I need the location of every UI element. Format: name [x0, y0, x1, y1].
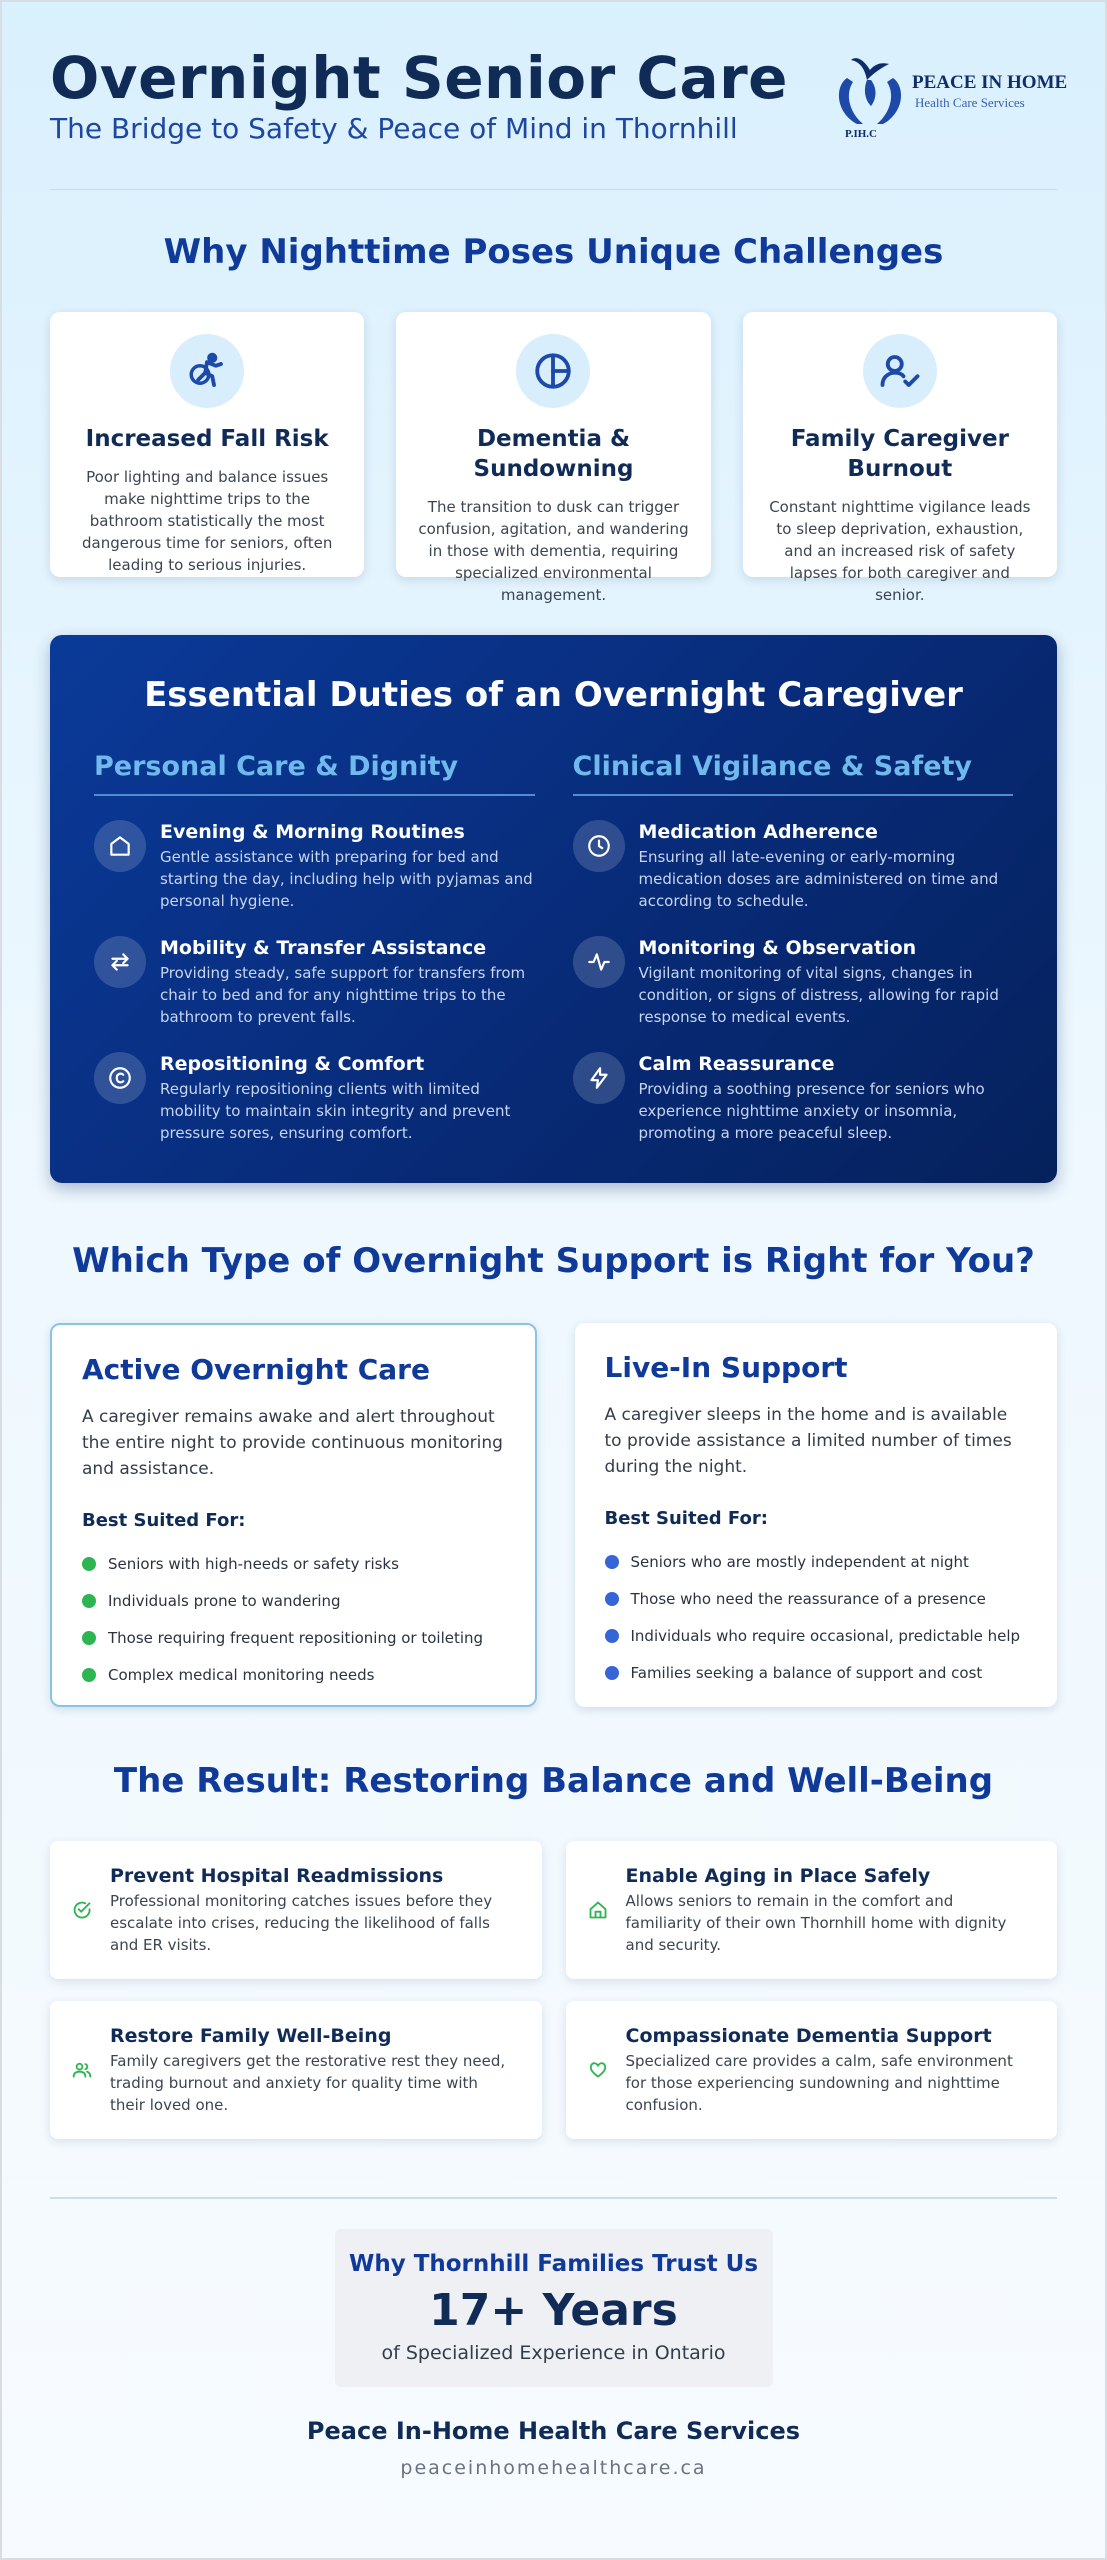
list-item-text: Those who need the reassurance of a presence	[630, 1589, 986, 1608]
challenge-text: Constant nighttime vigilance leads to sleep deprivation, exhaustion, and an increased risk of safety lapses for both caregiver and senior.	[769, 498, 1031, 604]
duty-item	[94, 820, 535, 912]
challenge-title: Dementia & Sundowning	[473, 426, 634, 482]
challenge-card	[743, 312, 1057, 604]
list-item	[605, 1617, 1028, 1654]
duties-column-clinical	[573, 751, 1014, 1144]
list-item-text: Individuals who require occasional, predictable help	[630, 1626, 1021, 1645]
duty-title: Medication Adherence	[638, 821, 878, 843]
challenge-text: Poor lighting and balance issues make nighttime trips to the bathroom statistically the most dangerous time for seniors, often leading to serious injuries.	[81, 468, 333, 574]
result-text: Family caregivers get the restorative rest they need, trading burnout and anxiety for quality time with their loved one.	[110, 2052, 506, 2114]
challenges-title: Why Nighttime Poses Unique Challenges	[163, 232, 944, 272]
duties-column-personal-care	[94, 751, 535, 1144]
company-logo	[827, 50, 1068, 150]
duties-column-title: Personal Care & Dignity	[94, 751, 535, 796]
support-card-title: Active Overnight Care	[82, 1353, 430, 1386]
bullet-dot-icon	[82, 1668, 96, 1682]
bullet-dot-icon	[82, 1557, 96, 1571]
bullet-dot-icon	[82, 1594, 96, 1608]
duty-item	[573, 820, 1014, 912]
logo-initials: P.IH.C	[845, 128, 877, 140]
bullet-dot-icon	[605, 1592, 619, 1606]
list-item	[82, 1582, 505, 1619]
footer-divider	[50, 2197, 1057, 2199]
list-item	[605, 1543, 1028, 1580]
duty-item	[573, 1052, 1014, 1144]
list-item	[82, 1656, 505, 1693]
duty-title: Calm Reassurance	[638, 1053, 835, 1075]
challenge-title: Family Caregiver Burnout	[790, 426, 1009, 482]
duty-title: Repositioning & Comfort	[160, 1053, 425, 1075]
duties-column-title: Clinical Vigilance & Safety	[573, 751, 1014, 796]
best-suited-label: Best Suited For:	[604, 1508, 768, 1529]
list-item	[605, 1654, 1028, 1691]
support-card-active-overnight	[50, 1323, 537, 1707]
support-options	[50, 1323, 1057, 1707]
home-icon	[94, 820, 146, 872]
page-title: Overnight Senior Care	[50, 44, 789, 112]
list-item	[82, 1619, 505, 1656]
check-circle-icon	[70, 1898, 94, 1922]
duties-columns	[94, 751, 1013, 1144]
brain-chart-icon	[516, 334, 590, 408]
users-icon	[70, 2058, 94, 2082]
transfer-arrows-icon	[94, 936, 146, 988]
dove-hands-logo-icon	[827, 50, 913, 130]
results-grid	[50, 1841, 1057, 2139]
support-card-title: Live-In Support	[604, 1351, 848, 1384]
result-card	[50, 2001, 542, 2139]
trust-heading: Why Thornhill Families Trust Us	[348, 2251, 759, 2277]
challenge-text: The transition to dusk can trigger confusion, agitation, and wandering in those with dementia, requiring specialized environmental management.	[418, 498, 689, 604]
heart-icon	[586, 2058, 610, 2082]
result-card	[50, 1841, 542, 1979]
challenge-card	[50, 312, 364, 577]
result-title: Prevent Hospital Readmissions	[110, 1865, 444, 1887]
duties-panel	[50, 635, 1057, 1183]
pulse-icon	[573, 936, 625, 988]
website-link[interactable]: peaceinhomehealthcare.ca	[400, 2457, 707, 2479]
result-text: Allows seniors to remain in the comfort and familiarity of their own Thornhill home with dignity and security.	[625, 1892, 1007, 1954]
best-suited-list	[605, 1543, 1028, 1691]
duty-title: Monitoring & Observation	[638, 937, 917, 959]
duty-text: Gentle assistance with preparing for bed and starting the day, including help with pyjamas and personal hygiene.	[160, 848, 533, 910]
result-title: Restore Family Well-Being	[110, 2025, 392, 2047]
duty-item	[573, 936, 1014, 1028]
best-suited-label: Best Suited For:	[82, 1510, 246, 1531]
clock-icon	[573, 820, 625, 872]
list-item	[605, 1580, 1028, 1617]
lightning-icon	[573, 1052, 625, 1104]
trust-caption: of Specialized Experience in Ontario	[381, 2342, 726, 2364]
trust-box	[335, 2229, 773, 2387]
support-card-text: A caregiver remains awake and alert throughout the entire night to provide continuous monitoring and assistance.	[82, 1407, 503, 1479]
duty-text: Providing a soothing presence for seniors who experience nighttime anxiety or insomnia, promoting a more peaceful sleep.	[638, 1080, 985, 1142]
list-item-text: Complex medical monitoring needs	[108, 1665, 375, 1684]
result-card	[566, 1841, 1058, 1979]
duties-title: Essential Duties of an Overnight Caregiver	[144, 675, 963, 715]
list-item-text: Families seeking a balance of support and cost	[630, 1663, 983, 1682]
page-subtitle: The Bridge to Safety & Peace of Mind in Thornhill	[50, 112, 738, 145]
duty-text: Providing steady, safe support for transfers from chair to bed and for any nighttime trips to the bathroom to prevent falls.	[160, 964, 526, 1026]
company-name: Peace In-Home Health Care Services	[306, 2417, 801, 2445]
challenges-cards	[50, 312, 1057, 604]
duty-title: Mobility & Transfer Assistance	[160, 937, 487, 959]
result-title: Compassionate Dementia Support	[625, 2025, 992, 2047]
duty-item	[94, 1052, 535, 1144]
list-item	[82, 1545, 505, 1582]
duty-text: Regularly repositioning clients with limited mobility to maintain skin integrity and prevent pressure sores, ensuring comfort.	[160, 1080, 511, 1142]
bullet-dot-icon	[605, 1555, 619, 1569]
duty-title: Evening & Morning Routines	[160, 821, 465, 843]
support-card-text: A caregiver sleeps in the home and is available to provide assistance a limited number of times during the night.	[604, 1405, 1012, 1477]
support-title: Which Type of Overnight Support is Right for You?	[72, 1241, 1035, 1281]
logo-tagline: Health Care Services	[915, 95, 1025, 110]
challenge-card	[396, 312, 710, 604]
duty-item	[94, 936, 535, 1028]
duty-text: Ensuring all late-evening or early-morning medication doses are administered on time and according to schedule.	[638, 848, 999, 910]
home-icon	[586, 1898, 610, 1922]
best-suited-list	[82, 1545, 505, 1693]
header	[50, 2, 1068, 190]
result-title: Enable Aging in Place Safely	[625, 1865, 931, 1887]
list-item-text: Individuals prone to wandering	[108, 1591, 341, 1610]
user-check-icon	[863, 334, 937, 408]
result-card	[566, 2001, 1058, 2139]
result-text: Specialized care provides a calm, safe environment for those experiencing sundowning and nighttime confusion.	[625, 2052, 1013, 2114]
duty-text: Vigilant monitoring of vital signs, changes in condition, or signs of distress, allowing for rapid response to medical events.	[638, 964, 999, 1026]
result-text: Professional monitoring catches issues before they escalate into crises, reducing the likelihood of falls and ER visits.	[110, 1892, 493, 1954]
challenge-title: Increased Fall Risk	[85, 426, 329, 452]
bullet-dot-icon	[605, 1666, 619, 1680]
results-title: The Result: Restoring Balance and Well-Being	[113, 1761, 994, 1801]
list-item-text: Seniors with high-needs or safety risks	[108, 1554, 399, 1573]
list-item-text: Seniors who are mostly independent at night	[630, 1552, 969, 1571]
support-card-live-in	[575, 1323, 1058, 1707]
fall-risk-icon	[170, 334, 244, 408]
trust-value: 17+ Years	[429, 2285, 678, 2336]
bullet-dot-icon	[82, 1631, 96, 1645]
bullet-dot-icon	[605, 1629, 619, 1643]
reposition-icon	[94, 1052, 146, 1104]
list-item-text: Those requiring frequent repositioning or toileting	[108, 1628, 484, 1647]
logo-brand-name: PEACE IN HOME	[912, 72, 1068, 93]
